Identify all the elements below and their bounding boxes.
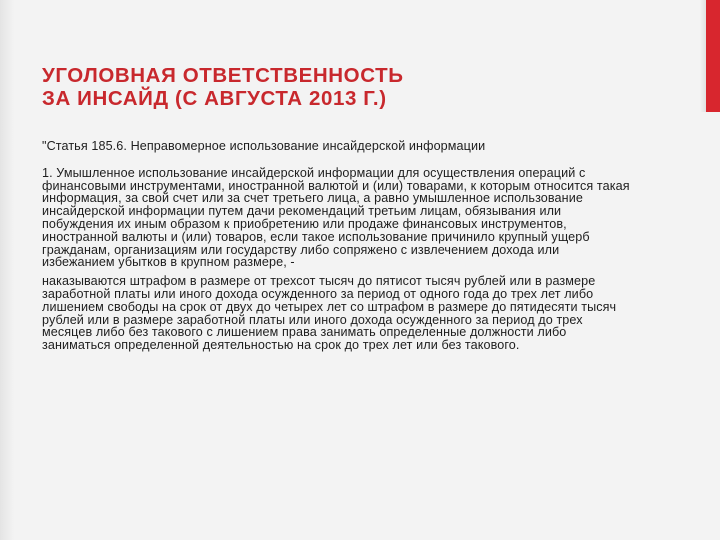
left-edge-shade [0, 0, 14, 540]
article-part-1: 1. Умышленное использование инсайдерской информации для осуществления операций с финансовыми инструментами, иностранной валютой и (или) товарами, к которым относится такая информация, за свой счет или за счет третьего лица, а равно умышленное использование инсайдерской информации путем дачи рекомендаций третьим лицам, обязывания или побуждения их иным образом к приобретению или продаже финансовых инструментов, иностранной валюты и (или) товаров, если такое использование причинило крупный ущерб гражданам, организациям или государству либо сопряжено с извлечением дохода или избежанием убытков в крупном размере, - [42, 165, 630, 270]
slide-title-line-1: УГОЛОВНАЯ ОТВЕТСТВЕННОСТЬ [42, 64, 404, 87]
slide-title-line-2: ЗА ИНСАЙД (С АВГУСТА 2013 Г.) [42, 87, 387, 110]
accent-bar [706, 0, 720, 112]
slide-title [42, 64, 682, 110]
article-heading: "Статья 185.6. Неправомерное использование инсайдерской информации [42, 139, 486, 153]
slide-body [42, 140, 632, 352]
article-penalty: наказываются штрафом в размере от трехсот тысяч до пятисот тысяч рублей или в размере заработной платы или иного дохода осужденного за период от одного года до трех лет либо лишением свободы на срок от двух до четырех лет со штрафом в размере до пятидесяти тысяч рублей или в размере заработной платы или иного дохода осужденного за период до трех месяцев либо без такового с лишением права занимать определенные должности либо заниматься определенной деятельностью на срок до трех лет или без такового. [42, 274, 617, 353]
